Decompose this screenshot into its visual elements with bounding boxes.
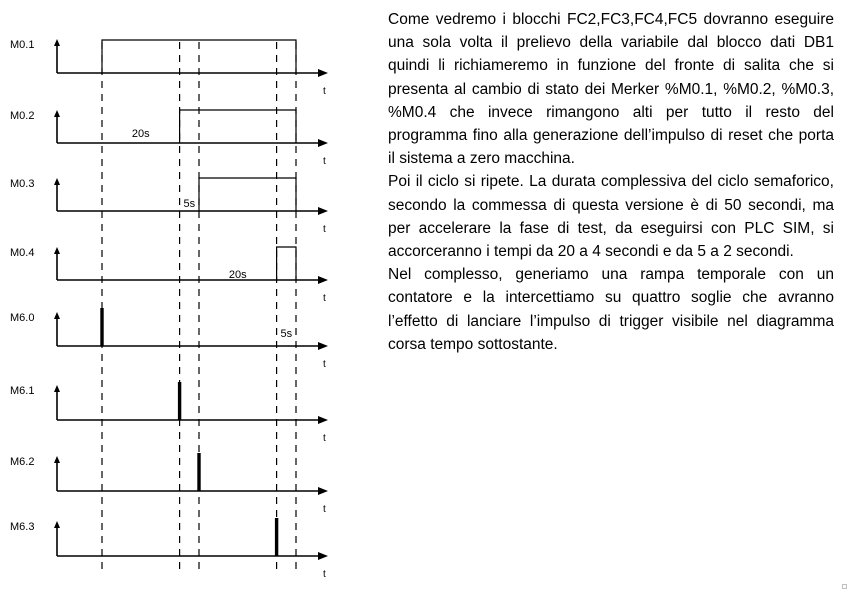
t-label: t — [323, 569, 326, 580]
duration-labels — [132, 128, 293, 340]
value-axis-arrow — [54, 312, 60, 319]
row-label: M0.3 — [10, 178, 35, 190]
t-label: t — [323, 86, 326, 97]
value-axis-arrow — [54, 39, 60, 46]
t-label: t — [323, 433, 326, 444]
description-text — [388, 8, 834, 356]
paragraph-3: Nel complesso, generiamo una rampa temporale con un contatore e la intercettiamo su quattro soglie che avranno l’effetto di lanciare l’impulso di trigger visibile nel diagramma corsa tempo sottostante. — [388, 266, 834, 353]
t-label: t — [323, 156, 326, 167]
timing-diagram — [0, 0, 380, 594]
value-axis-arrow — [54, 456, 60, 463]
row-label: M0.4 — [10, 247, 35, 259]
paragraph-1: Come vedremo i blocchi FC2,FC3,FC4,FC5 dovranno eseguire una sola volta il prelievo della variabile dal blocco dati DB1 quindi li richiameremo in funzione del fronte di salita che si presenta al cambio di stato dei Merker %M0.1, %M0.2, %M0.3, %M0.4 che invece rimangono alti per tutto il resto del programma fino alla generazione dell’impulso di reset che porta il sistema a zero macchina. — [388, 11, 834, 168]
row-label: M6.1 — [10, 385, 35, 397]
row-label: M6.2 — [10, 456, 35, 468]
time-axis-arrow — [318, 487, 328, 495]
step-signal — [180, 110, 296, 143]
t-label: t — [323, 359, 326, 370]
t-label: t — [323, 224, 326, 235]
duration-label: 20s — [228, 269, 247, 281]
t-label: t — [323, 293, 326, 304]
value-axis-arrow — [54, 385, 60, 392]
value-axis-arrow — [54, 521, 60, 528]
value-axis-arrow — [54, 247, 60, 254]
time-axis-arrow — [318, 139, 328, 147]
t-label: t — [323, 504, 326, 515]
row-M0-3 — [10, 178, 328, 235]
time-axis-arrow — [318, 416, 328, 424]
row-M6-3 — [10, 518, 328, 580]
row-label: M6.3 — [10, 521, 35, 533]
row-label: M0.2 — [10, 110, 35, 122]
time-axis-arrow — [318, 342, 328, 350]
paragraph-2: Poi il ciclo si ripete. La durata complessiva del ciclo semaforico, secondo la commessa di questa versione è di 50 secondi, ma per accelerare la fase di test, da eseguirsi con PLC SIM, si accorceranno i tempi da 20 a 4 secondi e da 5 a 2 secondi. — [388, 173, 834, 261]
step-signal — [277, 247, 296, 280]
row-label: M0.1 — [10, 39, 35, 51]
time-axis-arrow — [318, 276, 328, 284]
value-axis-arrow — [54, 178, 60, 185]
duration-label: 5s — [280, 328, 293, 340]
row-M0-1 — [10, 39, 328, 97]
row-M6-2 — [10, 453, 328, 515]
corner-marker — [842, 584, 847, 589]
time-axis-arrow — [318, 552, 328, 560]
value-axis-arrow — [54, 110, 60, 117]
row-M0-4 — [10, 247, 328, 304]
signal-rows — [10, 39, 328, 580]
row-M0-2 — [10, 110, 328, 167]
row-M6-1 — [10, 382, 328, 444]
time-axis-arrow — [318, 207, 328, 215]
duration-label: 5s — [183, 198, 196, 210]
time-axis-arrow — [318, 69, 328, 77]
duration-label: 20s — [131, 128, 150, 140]
step-signal — [199, 178, 296, 211]
row-label: M6.0 — [10, 312, 35, 324]
